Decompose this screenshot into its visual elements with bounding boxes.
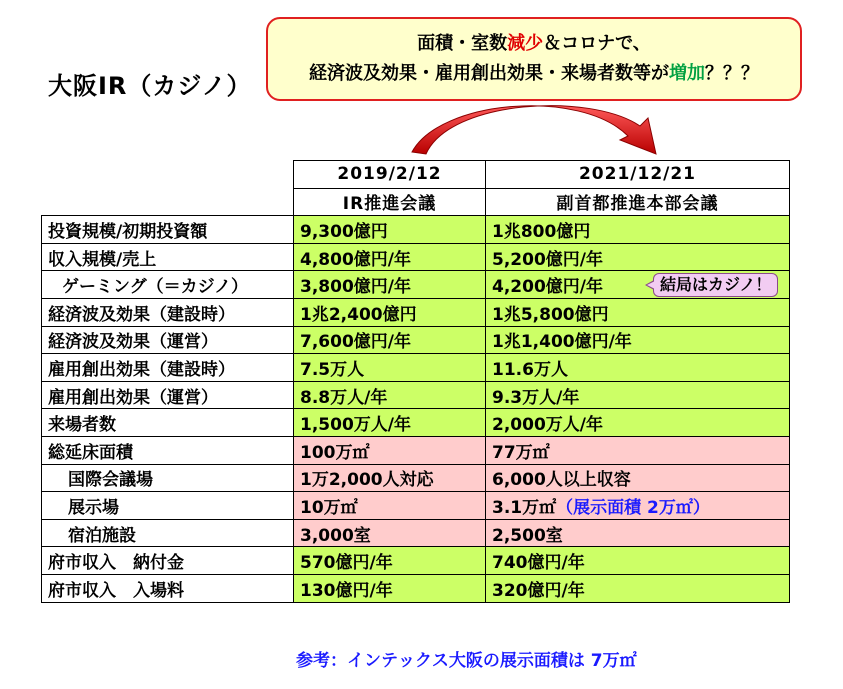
callout-highlight-decrease: 減少 xyxy=(507,33,544,54)
table-row xyxy=(42,492,790,520)
value-2021: 11.6万人 xyxy=(486,354,790,382)
table-row xyxy=(42,271,790,299)
value-2021: 1兆1,400億円/年 xyxy=(486,326,790,354)
value-2021: 740億円/年 xyxy=(486,547,790,575)
row-label: 国際会議場 xyxy=(42,464,294,492)
row-label: 収入規模/売上 xyxy=(42,243,294,271)
table-row xyxy=(42,326,790,354)
value-2021: 77万㎡ xyxy=(486,436,790,464)
row-label: 投資規模/初期投資額 xyxy=(42,216,294,244)
table-row xyxy=(42,381,790,409)
value-2019: 100万㎡ xyxy=(294,436,486,464)
value-2021: 9.3万人/年 xyxy=(486,381,790,409)
row-label: 府市収入 入場料 xyxy=(42,574,294,602)
row-label: 雇用創出効果（運営） xyxy=(42,381,294,409)
value-2021-cell xyxy=(486,492,790,520)
callout-text: ？？？ xyxy=(705,63,759,84)
value-2021: 1兆5,800億円 xyxy=(486,298,790,326)
callout-text: 面積・室数 xyxy=(417,33,508,54)
callout-line-1 xyxy=(268,29,800,59)
table-row xyxy=(42,519,790,547)
callout-text: 経済波及効果・雇用創出効果・来場者数等が xyxy=(309,63,669,84)
value-2021: 4,200億円/年 xyxy=(492,277,603,298)
table-row xyxy=(42,464,790,492)
value-2021: 1兆800億円 xyxy=(486,216,790,244)
row-label: 来場者数 xyxy=(42,409,294,437)
table-row xyxy=(42,574,790,602)
row-label: 経済波及効果（建設時） xyxy=(42,298,294,326)
value-2019: 1,500万人/年 xyxy=(294,409,486,437)
table-header-meeting-row xyxy=(42,188,790,216)
table-header-date-row xyxy=(42,161,790,189)
value-2019: 10万㎡ xyxy=(294,492,486,520)
row-label: 展示場 xyxy=(42,492,294,520)
col1-meeting: IR推進会議 xyxy=(294,188,486,216)
value-2021: 320億円/年 xyxy=(486,574,790,602)
value-2021: 3.1万㎡ xyxy=(492,497,557,518)
value-2021: 5,200億円/年 xyxy=(486,243,790,271)
value-2019: 1万2,000人対応 xyxy=(294,464,486,492)
row-label: 宿泊施設 xyxy=(42,519,294,547)
value-2019: 7.5万人 xyxy=(294,354,486,382)
table-row xyxy=(42,216,790,244)
value-2019: 9,300億円 xyxy=(294,216,486,244)
value-2019: 3,800億円/年 xyxy=(294,271,486,299)
col2-meeting: 副首都推進本部会議 xyxy=(486,188,790,216)
value-2021: 2,000万人/年 xyxy=(486,409,790,437)
page-title: 大阪IR（カジノ） xyxy=(48,72,252,100)
row-label: 府市収入 納付金 xyxy=(42,547,294,575)
row-label: 雇用創出効果（建設時） xyxy=(42,354,294,382)
annotation-bubble: 結局はカジノ！ xyxy=(653,273,778,297)
row-label: 総延床面積 xyxy=(42,436,294,464)
value-2019: 570億円/年 xyxy=(294,547,486,575)
reference-footnote: 参考：インテックス大阪の展示面積は 7万㎡ xyxy=(296,651,637,671)
table-row xyxy=(42,436,790,464)
col2-date: 2021/12/21 xyxy=(486,161,790,189)
comparison-table xyxy=(41,160,790,603)
callout-text: ＆コロナで、 xyxy=(543,33,651,54)
value-2019: 7,600億円/年 xyxy=(294,326,486,354)
value-2019: 4,800億円/年 xyxy=(294,243,486,271)
value-2019: 3,000室 xyxy=(294,519,486,547)
callout-line-2 xyxy=(268,59,800,89)
exhibition-area-note: （展示面積 2万㎡） xyxy=(556,497,710,518)
table-row xyxy=(42,547,790,575)
row-label: 経済波及効果（運営） xyxy=(42,326,294,354)
value-2021: 6,000人以上収容 xyxy=(486,464,790,492)
value-2021: 2,500室 xyxy=(486,519,790,547)
callout-highlight-increase: 増加 xyxy=(669,63,705,84)
col1-date: 2019/2/12 xyxy=(294,161,486,189)
table-row xyxy=(42,243,790,271)
table-row xyxy=(42,409,790,437)
value-2021-cell xyxy=(486,271,790,299)
value-2019: 8.8万人/年 xyxy=(294,381,486,409)
table-row xyxy=(42,298,790,326)
callout-box xyxy=(266,17,802,101)
value-2019: 1兆2,400億円 xyxy=(294,298,486,326)
table-row xyxy=(42,354,790,382)
curved-arrow-icon xyxy=(380,96,680,166)
row-label: ゲーミング（＝カジノ） xyxy=(42,271,294,299)
value-2019: 130億円/年 xyxy=(294,574,486,602)
